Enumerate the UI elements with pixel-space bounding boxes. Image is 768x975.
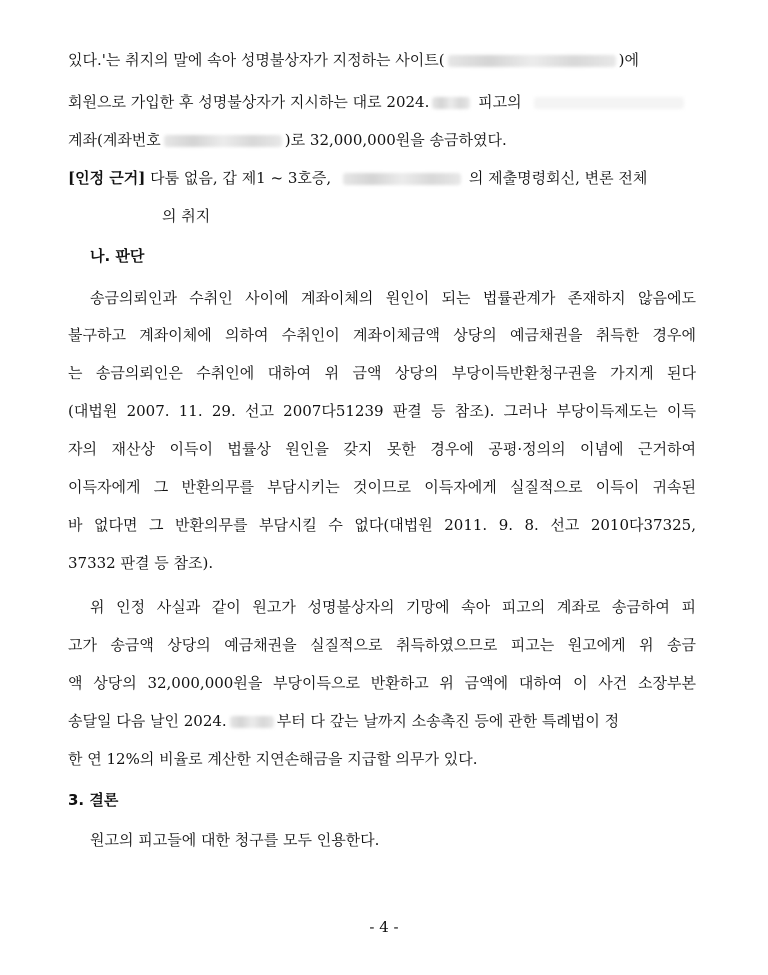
application-line: 위 인정 사실과 같이 원고가 성명불상자의 기망에 속아 피고의 계좌로 송금하여 피 xyxy=(90,598,696,616)
text: )에 xyxy=(618,51,639,69)
judgment-line: 는 송금의뢰인은 수취인에 대하여 위 금액 상당의 부당이득반환청구권을 가지게 된다 xyxy=(68,364,696,382)
text: 회원으로 가입한 후 성명불상자가 지시하는 대로 2024. xyxy=(68,93,430,111)
text: )로 32,000,000원을 송금하였다. xyxy=(284,131,507,149)
judgment-line: 자의 재산상 이득이 법률상 원인을 갖지 못한 경우에 공평·정의의 이념에 근거하여 xyxy=(68,440,696,458)
redacted-institution xyxy=(343,173,461,185)
application-line: 액 상당의 32,000,000원을 부당이득으로 반환하고 위 금액에 대하여 이 사건 소장부본 xyxy=(68,674,696,692)
section-heading: 나. 판단 xyxy=(90,247,145,265)
evidence-label: [인정 근거] xyxy=(68,169,146,187)
redacted-site xyxy=(448,55,616,67)
conclusion-text: 원고의 피고들에 대한 청구를 모두 인용한다. xyxy=(90,831,380,849)
judgment-line: 불구하고 계좌이체에 의하여 수취인이 계좌이체금액 상당의 예금채권을 취득한 경우에 xyxy=(68,326,696,344)
judgment-line: 37332 판결 등 참조). xyxy=(68,554,214,572)
paragraph-line xyxy=(68,50,639,70)
paragraph-line xyxy=(68,130,507,150)
text: 있다.'는 취지의 말에 속아 성명불상자가 지정하는 사이트( xyxy=(68,51,445,69)
section-heading: 3. 결론 xyxy=(68,791,119,809)
text: 부터 다 갚는 날까지 소송촉진 등에 관한 특례법이 정 xyxy=(276,712,620,730)
redacted-name xyxy=(534,97,684,109)
text: 계좌(계좌번호 xyxy=(68,131,161,149)
judgment-line: 송금의뢰인과 수취인 사이에 계좌이체의 원인이 되는 법률관계가 존재하지 않음에도 xyxy=(90,289,696,307)
text: 피고의 xyxy=(478,93,522,111)
evidence-line xyxy=(162,206,210,226)
judgment-line: 이득자에게 그 반환의무를 부담시키는 것이므로 이득자에게 실질적으로 이득이 귀속된 xyxy=(68,478,696,496)
text: 다툼 없음, 갑 제1 ~ 3호증, xyxy=(150,169,332,187)
redacted-date xyxy=(432,97,470,109)
text: 의 제출명령회신, 변론 전체 xyxy=(468,169,648,187)
judgment-line: 바 없다면 그 반환의무를 부담시킬 수 없다(대법원 2011. 9. 8. 선고 2010다37325, xyxy=(68,516,696,534)
application-line xyxy=(68,711,619,731)
redacted-date xyxy=(230,716,274,728)
page-number: - 4 - xyxy=(369,918,399,936)
redacted-account-number xyxy=(164,135,282,147)
application-line: 고가 송금액 상당의 예금채권을 실질적으로 취득하였으므로 피고는 원고에게 위 송금 xyxy=(68,636,696,654)
application-line: 한 연 12%의 비율로 계산한 지연손해금을 지급할 의무가 있다. xyxy=(68,750,478,768)
judgment-line: (대법원 2007. 11. 29. 선고 2007다51239 판결 등 참조). 그러나 부당이득제도는 이득 xyxy=(68,402,696,420)
text: 송달일 다음 날인 2024. xyxy=(68,712,227,730)
paragraph-line xyxy=(68,92,687,112)
text: 의 취지 xyxy=(162,207,211,225)
evidence-line xyxy=(68,168,647,188)
